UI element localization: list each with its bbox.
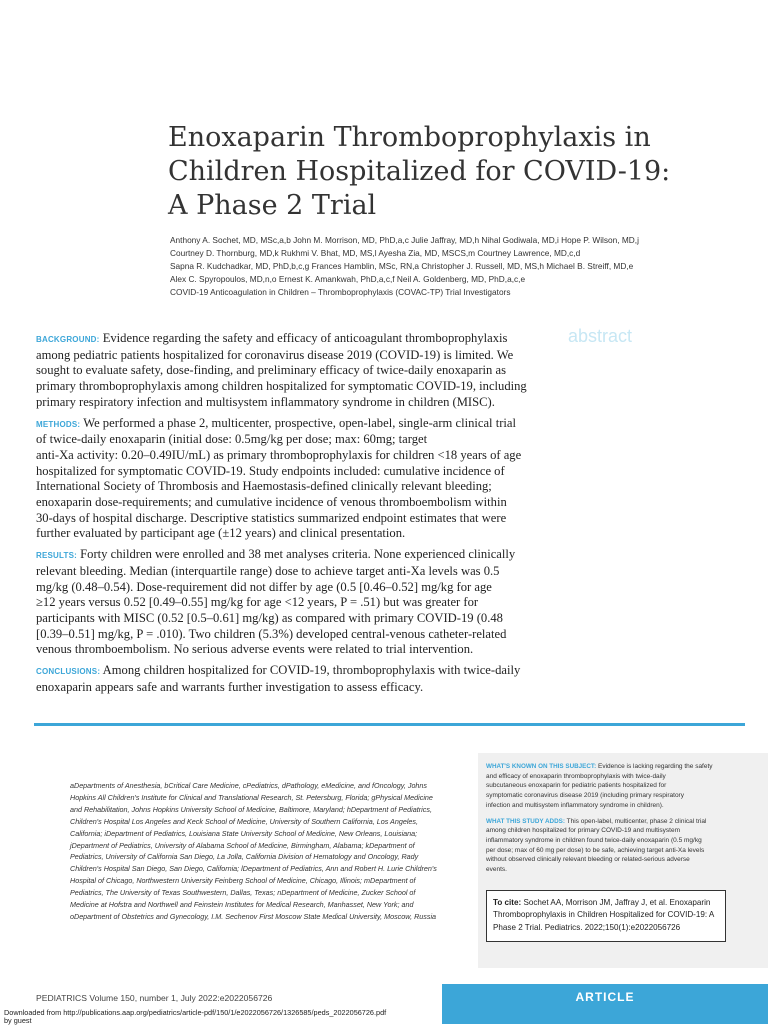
text-line: further evaluated by participant age (±12 years) and clinical presentation. — [36, 526, 406, 541]
study-adds — [486, 817, 761, 875]
section-label: METHODS: — [36, 419, 81, 429]
title-line: Children Hospitalized for COVID-19: — [168, 156, 671, 187]
affiliation-line: Hopkins All Children's Institute for Clinical and Translational Research, St. Petersburg, Florida; gPhysical Medicine — [70, 792, 433, 802]
abstract-methods — [36, 416, 561, 543]
article-type-label: ARTICLE — [575, 990, 635, 1004]
text-line: primary respiratory infection and multisystem inflammatory syndrome in children (MISC). — [36, 394, 495, 409]
text-line: among children hospitalized for primary COVID-19 and multisystem — [486, 827, 680, 835]
affiliation-line: aDepartments of Anesthesia, bCritical Care Medicine, cPediatrics, dPathology, eMedicine, and fOncology, Johns — [70, 781, 428, 790]
text-line: of twice-daily enoxaparin (initial dose: 0.5mg/kg per dose; max: 60mg; target — [36, 432, 428, 447]
text-line: 30-days of hospital discharge. Descriptive statistics summarized endpoint estimates that were — [36, 510, 507, 525]
text-line: sought to evaluate safety, dose-finding, and preliminary efficacy of twice-daily enoxaparin as — [36, 363, 506, 378]
text-line: anti-Xa activity: 0.20–0.49IU/mL) as primary thromboprophylaxis for children <18 years of age — [36, 447, 522, 462]
author-line: Sapna R. Kudchadkar, MD, PhD,b,c,g Frances Hamblin, MSc, RN,a Christopher J. Russell, MD, MS,h Michael B. Streiff, MD,e — [170, 261, 634, 272]
abstract-label: abstract — [568, 326, 633, 346]
affiliation-line: Medicine at Hofstra and Northwell and Feinstein Institutes for Medical Research, Manhasset, New York; and — [70, 900, 414, 910]
text-line: events. — [486, 866, 507, 874]
text-line: among pediatric patients hospitalized for coronavirus disease 2019 (COVID-19) is limited. We — [36, 347, 514, 362]
cite-line: Phase 2 Trial. Pediatrics. 2022;150(1):e2022056726 — [493, 922, 681, 932]
text-line: inflammatory syndrome in children found twice-daily enoxaparin (0.5 mg/kg — [486, 836, 702, 844]
whats-known — [486, 762, 761, 811]
citation-box — [486, 890, 726, 942]
cite-line: Thromboprophylaxis in Children Hospitalized for COVID-19: A — [493, 910, 715, 920]
article-title — [168, 121, 728, 223]
text-line: venous thromboembolism. No serious adverse events were related to trial intervention. — [36, 642, 474, 657]
text-line: We performed a phase 2, multicenter, prospective, open-label, single-arm clinical trial — [83, 415, 516, 430]
affiliation-line: and Rehabilitation, Johns Hopkins University School of Medicine, Baltimore, Maryland; hDepartment of Pediatrics, — [70, 804, 432, 814]
abstract-results — [36, 547, 561, 658]
section-divider — [34, 723, 745, 726]
text-line: participants with MISC (0.52 [0.5–0.61] mg/kg) as compared with primary COVID-19 (0.48 — [36, 610, 503, 625]
title-line: Enoxaparin Thromboprophylaxis in — [168, 122, 651, 153]
text-line: subcutaneous enoxaparin for pediatric patients hospitalized for — [486, 782, 667, 790]
text-line: relevant bleeding. Median (interquartile range) dose to achieve target anti-Xa levels was 0.5 — [36, 563, 500, 578]
download-line: Downloaded from http://publications.aap.org/pediatrics/article-pdf/150/1/e2022056726/1326585/peds_2022056726.pdf — [4, 1008, 387, 1017]
text-line: hospitalized for symptomatic COVID-19. Study endpoints included: cumulative incidence of — [36, 463, 505, 478]
abstract-background — [36, 331, 561, 411]
text-line: Forty children were enrolled and 38 met analyses criteria. None experienced clinically — [80, 547, 516, 562]
affiliation-line: jDepartment of Pediatrics, University of Alabama School of Medicine, Birmingham, Alabama; kDepartment of — [70, 840, 415, 850]
author-line: Courtney D. Thornburg, MD,k Rukhmi V. Bhat, MD, MS,l Ayesha Zia, MD, MSCS,m Courtney Lawrence, MD,c,d — [170, 248, 581, 259]
affiliations — [70, 780, 465, 923]
section-label: RESULTS: — [36, 551, 78, 561]
text-line: mg/kg (0.48–0.54). Dose-requirement did not differ by age (0.5 [0.46–0.52] mg/kg for age — [36, 579, 492, 594]
text-line: enoxaparin appears safe and warrants further investigation to assess efficacy. — [36, 679, 424, 694]
section-label: BACKGROUND: — [36, 335, 100, 344]
text-line: Evidence is lacking regarding the safety — [598, 763, 713, 770]
text-line: infection and multisystem inflammatory syndrome in children). — [486, 801, 664, 809]
text-line: ≥12 years versus 0.52 [0.49–0.55] mg/kg for age <12 years, P = .51) but was greater for — [36, 595, 479, 610]
author-list — [170, 234, 730, 299]
affiliation-line: Pediatrics, The University of Texas Southwestern, Dallas, Texas; nDepartment of Medicine, Zucker School of — [70, 888, 416, 898]
affiliation-line: oDepartment of Obstetrics and Gynecology, I.M. Sechenov First Moscow State Medical University, Moscow, Russia — [70, 911, 437, 921]
author-line: Alex C. Spyropoulos, MD,n,o Ernest K. Amankwah, PhD,a,c,f Neil A. Goldenberg, MD, PhD,a,c,e — [170, 274, 526, 285]
title-line: A Phase 2 Trial — [168, 190, 377, 221]
journal-footer: PEDIATRICS Volume 150, number 1, July 2022:e2022056726 — [36, 993, 273, 1003]
text-line: [0.39–0.51] mg/kg, P = .010). Two children (5.3%) developed central-venous catheter-related — [36, 626, 507, 641]
download-line: by guest — [4, 1016, 32, 1025]
abstract-conclusions — [36, 663, 561, 695]
affiliation-line: Pediatrics, University of California San Diego, La Jolla, California Division of Hematology and Oncology, Rady — [70, 852, 419, 862]
text-line: Evidence regarding the safety and efficacy of anticoagulant thromboprophylaxis — [102, 331, 508, 345]
text-line: per dose; max of 60 mg per dose) to be safe, achieving target anti-Xa levels — [486, 846, 705, 854]
text-line: enoxaparin dose-requirements; and cumulative incidence of venous thromboembolism within — [36, 495, 507, 510]
author-line: COVID-19 Anticoagulation in Children – Thromboprophylaxis (COVAC-TP) Trial Investigators — [170, 287, 511, 298]
cite-label: To cite: — [493, 898, 522, 907]
text-line: and efficacy of enoxaparin thromboprophylaxis with twice-daily — [486, 772, 666, 780]
text-line: Among children hospitalized for COVID-19, thromboprophylaxis with twice-daily — [102, 663, 521, 678]
abstract-body — [36, 331, 561, 700]
summary-sidebar-text — [486, 762, 761, 881]
text-line: without observed clinically relevant bleeding or related-serious adverse — [486, 856, 690, 864]
affiliation-line: Hospital of Chicago, Northwestern University Feinberg School of Medicine, Chicago, Illinois; mDepartment of — [70, 876, 416, 886]
download-notice — [4, 1009, 386, 1025]
section-label: WHAT THIS STUDY ADDS: — [486, 817, 565, 825]
affiliation-line: Children's Hospital San Diego, San Diego, California; lDepartment of Pediatrics, Ann and Robert H. Lurie Children's — [70, 864, 437, 874]
affiliation-line: California; iDepartment of Pediatrics, Louisiana State University School of Medicine, New Orleans, Louisiana; — [70, 828, 418, 838]
section-label: WHAT'S KNOWN ON THIS SUBJECT: — [486, 763, 597, 770]
text-line: primary thromboprophylaxis among children hospitalized for symptomatic COVID-19, including — [36, 379, 527, 394]
text-line: International Society of Thrombosis and Haemostasis-defined clinically relevant bleeding; — [36, 479, 492, 494]
author-line: Anthony A. Sochet, MD, MSc,a,b John M. Morrison, MD, PhD,a,c Julie Jaffray, MD,h Nihal Godiwala, MD,i Hope P. Wilson, MD,j — [170, 235, 639, 245]
affiliation-line: Children's Hospital Los Angeles and Keck School of Medicine, University of Southern California, Los Angeles, — [70, 816, 419, 826]
section-label: CONCLUSIONS: — [36, 667, 101, 677]
text-line: symptomatic coronavirus disease 2019 (including primary respiratory — [486, 792, 684, 800]
text-line: This open-label, multicenter, phase 2 clinical trial — [566, 817, 707, 825]
cite-line: Sochet AA, Morrison JM, Jaffray J, et al. Enoxaparin — [523, 898, 711, 907]
